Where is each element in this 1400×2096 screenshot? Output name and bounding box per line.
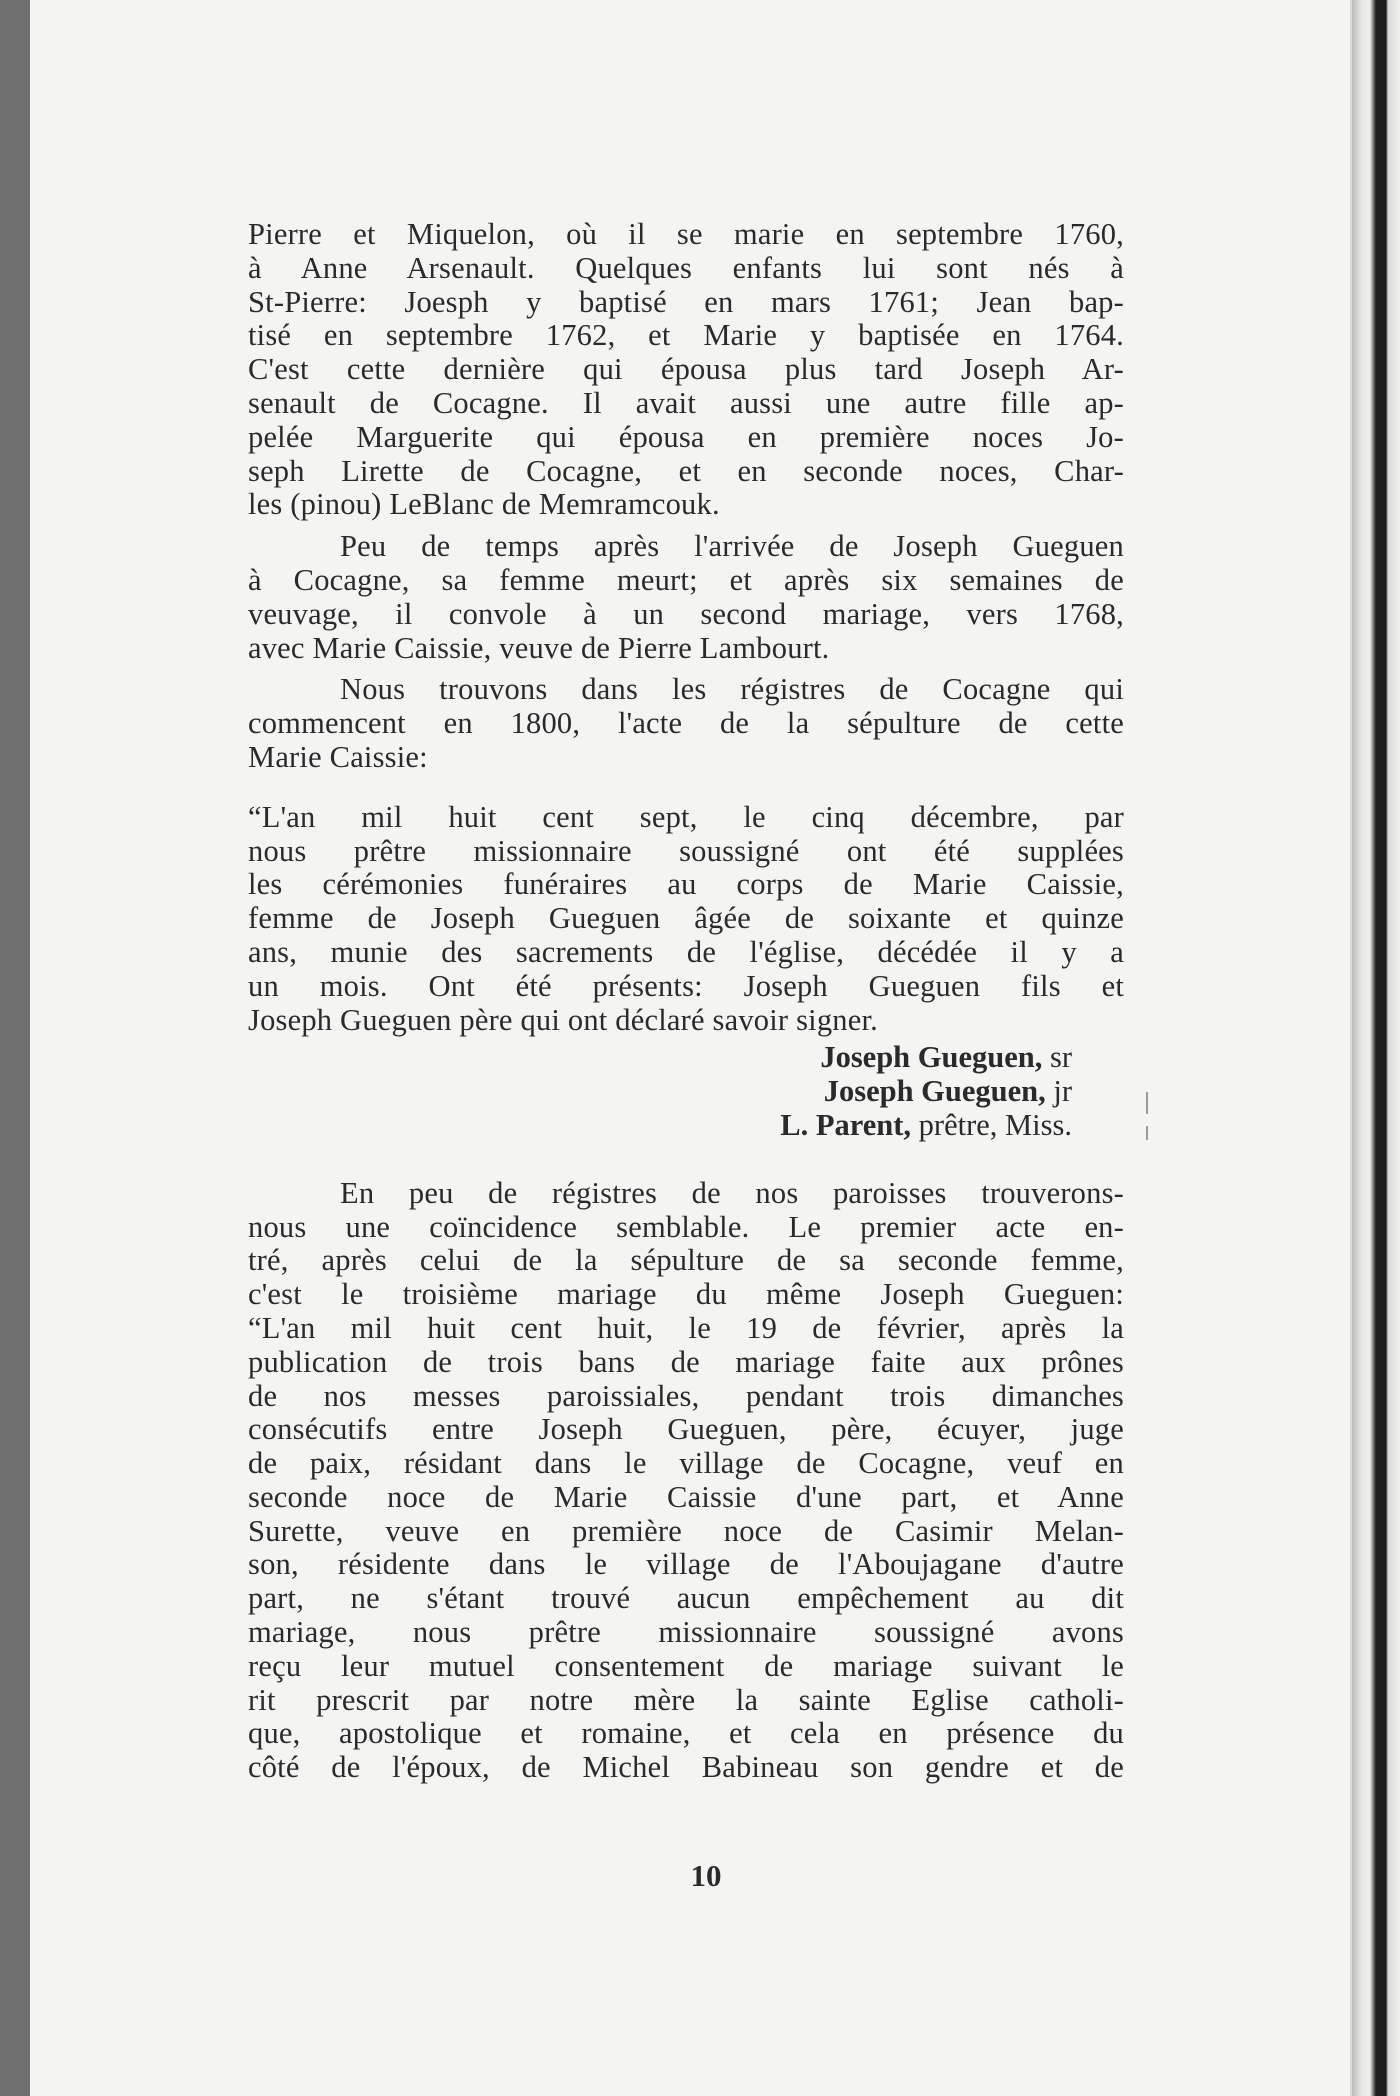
text-line: St-Pierre: Joesph y baptisé en mars 1761; Jean bap- [248, 284, 1124, 319]
text-line: son, résidente dans le village de l'Aboujagane d'autre [248, 1547, 1124, 1582]
paragraph-1 [248, 218, 1124, 522]
text-line: tré, après celui de la sépulture de sa seconde femme, [248, 1243, 1124, 1278]
paragraph-3 [248, 673, 1124, 774]
text-line: Pierre et Miquelon, où il se marie en septembre 1760, [248, 217, 1124, 251]
text-line: veuvage, il convole à un second mariage, vers 1768, [248, 596, 1124, 631]
text-line: tisé en septembre 1762, et Marie y baptisée en 1764. [248, 318, 1124, 353]
text-line: rit prescrit par notre mère la sainte Eglise catholi- [248, 1682, 1124, 1717]
text-line: que, apostolique et romaine, et cela en présence du [248, 1716, 1124, 1751]
text-line: senault de Cocagne. Il avait aussi une autre fille ap- [248, 385, 1124, 420]
signature-suffix: sr [1049, 1040, 1072, 1075]
margin-mark [1146, 1092, 1148, 1114]
text-line: reçu leur mutuel consentement de mariage suivant le [248, 1648, 1124, 1683]
signature-line [248, 1041, 1124, 1075]
signature-suffix: prêtre, Miss. [918, 1107, 1072, 1142]
text-line: Surette, veuve en première noce de Casimir Melan- [248, 1513, 1124, 1548]
text-line: Marie Caissie: [248, 739, 428, 774]
burial-record-quote [248, 801, 1124, 1143]
quote-line: ans, munie des sacrements de l'église, décédée il y a [248, 934, 1124, 969]
quote-line: Joseph Gueguen père qui ont déclaré savoir signer. [248, 1002, 878, 1037]
text-line: “L'an mil huit cent huit, le 19 de février, après la [248, 1310, 1124, 1345]
text-line: commencent en 1800, l'acte de la sépulture de cette [248, 706, 1124, 741]
signature-name: Joseph Gueguen, [823, 1074, 1046, 1109]
text-line: Nous trouvons dans les régistres de Cocagne qui [340, 672, 1124, 707]
text-line: nous une coïncidence semblable. Le premier acte en- [248, 1209, 1124, 1244]
paragraph-4 [248, 1177, 1124, 1785]
quote-line: “L'an mil huit cent sept, le cinq décembre, par [248, 799, 1124, 834]
quote-line: femme de Joseph Gueguen âgée de soixante et quinze [248, 901, 1124, 936]
text-line: c'est le troisième mariage du même Joseph Gueguen: [248, 1277, 1124, 1312]
text-line: part, ne s'étant trouvé aucun empêchement au dit [248, 1581, 1124, 1616]
text-line: seph Lirette de Cocagne, et en seconde noces, Char- [248, 453, 1124, 488]
quote-line: nous prêtre missionnaire soussigné ont été supplées [248, 833, 1124, 868]
paragraph-2 [248, 530, 1124, 665]
quote-line: un mois. Ont été présents: Joseph Gueguen fils et [248, 968, 1124, 1003]
page-edge [1352, 0, 1400, 2096]
page-text [248, 218, 1124, 1785]
text-line: seconde noce de Marie Caissie d'une part, et Anne [248, 1479, 1124, 1514]
text-line: publication de trois bans de mariage faite aux prônes [248, 1344, 1124, 1379]
text-line: C'est cette dernière qui épousa plus tard Joseph Ar- [248, 352, 1124, 387]
signature-suffix: jr [1053, 1074, 1072, 1109]
margin-mark [1146, 1126, 1148, 1140]
signature-name: L. Parent, [780, 1107, 912, 1142]
text-line: mariage, nous prêtre missionnaire soussigné avons [248, 1615, 1124, 1650]
text-line: à Cocagne, sa femme meurt; et après six semaines de [248, 562, 1124, 597]
text-line: pelée Marguerite qui épousa en première noces Jo- [248, 419, 1124, 454]
text-line: de paix, résidant dans le village de Cocagne, veuf en [248, 1446, 1124, 1481]
text-line: côté de l'époux, de Michel Babineau son gendre et de [248, 1750, 1124, 1785]
text-line: avec Marie Caissie, veuve de Pierre Lambourt. [248, 630, 830, 665]
quote-line: les cérémonies funéraires au corps de Marie Caissie, [248, 867, 1124, 902]
signature-line [248, 1075, 1124, 1109]
text-line: à Anne Arsenault. Quelques enfants lui sont nés à [248, 250, 1124, 285]
text-line: de nos messes paroissiales, pendant trois dimanches [248, 1378, 1124, 1413]
signature-name: Joseph Gueguen, [820, 1040, 1043, 1075]
signatures [248, 1041, 1124, 1142]
signature-line [248, 1109, 1124, 1143]
text-line: les (pinou) LeBlanc de Memramcouk. [248, 487, 720, 522]
page-number: 10 [690, 1858, 722, 1893]
text-line: consécutifs entre Joseph Gueguen, père, écuyer, juge [248, 1412, 1124, 1447]
text-line: En peu de régistres de nos paroisses trouverons- [340, 1175, 1124, 1210]
text-line: Peu de temps après l'arrivée de Joseph Gueguen [340, 529, 1124, 564]
